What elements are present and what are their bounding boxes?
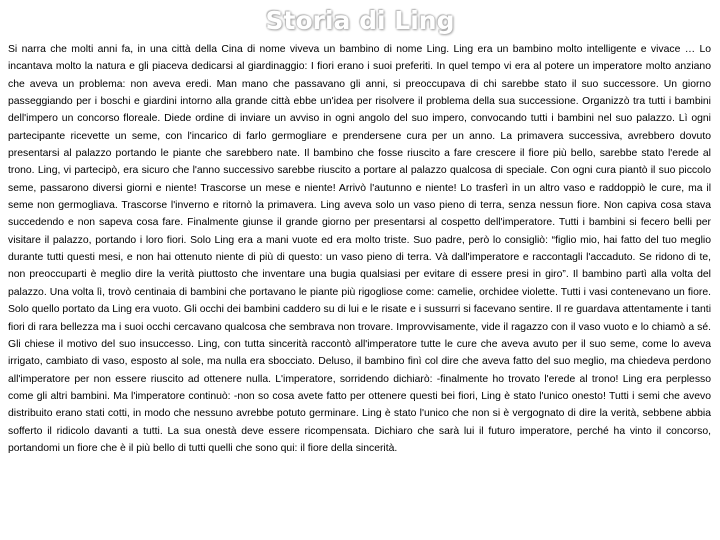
story-title: Storia di Ling (265, 6, 455, 35)
story-text: Si narra che molti anni fa, in una città della Cina di nome viveva un bambino di nome Ling. Ling era un bambino molto intelligente e vivace … Lo incantava molto la natura e gli piaceva dedicarsi al giardinaggio: I fiori erano i suoi preferiti. In quel tempo vi era al potere un imperatore molto anziano che aveva un problema: non aveva eredi. Man mano che passavano gli anni, si preoccupava di chi sarebbe stato il suo successore. Un giorno passeggiando per i boschi e giardini intorno alla grande città ebbe un'idea per risolvere il problema della sua successione. Organizzò tra tutti i bambini dell'impero un concorso floreale. Diede ordine di inviare un avviso in ogni angolo del suo impero, convocando tutti i bambini nel suo palazzo. Lì ogni partecipante ricevette un seme, con l'incarico di farlo germogliare e prendersene cura per un anno. La primavera successiva, avrebbero dovuto presentarsi al palazzo portando le piante che sarebbero nate. Il bambino che fosse riuscito a fare crescere il fiore più bello, sarebbe stato l'erede al trono. Ling, vi partecipò, era sicuro che l'anno successivo sarebbe riuscito a portare al palazzo qualcosa di speciale. Con ogni cura piantò il suo piccolo seme, passarono diversi giorni e niente! Trascorse un mese e niente! Arrivò l'autunno e niente! Lo trasferì in un altro vaso e raddoppiò le cure, ma il seme non germogliava. Trascorse l'inverno e ritornò la primavera. Ling aveva solo un vaso pieno di terra, senza nessun fiore. Non capiva cosa stava succedendo e non sapeva cosa fare. Finalmente giunse il grande giorno per presentarsi al cospetto dell'imperatore. Tutti i bambini si fecero belli per visitare il palazzo, portando i loro fiori. Solo Ling era a mani vuote ed era molto triste. Suo padre, però lo consigliò: “figlio mio, hai fatto del tuo meglio durante tutti questi mesi, e non hai ottenuto niente di più di questo: un vaso pieno di terra. Và dall'imperatore e raccontagli l'accaduto. Se ridono di te, non preoccuparti è meglio dire la verità piuttosto che inventare una bugia qualsiasi per evitare di essere presi in giro”. Il bambino partì alla volta del palazzo. Una volta lì, trovò centinaia di bambini che portavano le piante più rigogliose come: camelie, orchidee violette. Tutti i vasi contenevano un fiore. Solo quello portato da Ling era vuoto. Gli occhi dei bambini caddero su di lui e le risate e i sussurri si facevano sentire. Il re guardava attentamente i tanti fiori di rara bellezza ma i suoi occhi cercavano qualcosa che sembrava non trovare. Improvvisamente, vide il ragazzo con il vaso vuoto e lo chiamò a sé. Gli chiese il motivo del suo insuccesso. Ling, con tutta sincerità raccontò all'imperatore tutte le cure che aveva avuto per il suo seme, come lo aveva irrigato, cambiato di vaso, esposto al sole, ma nulla era sbocciato. Deluso, il bambino finì col dire che aveva fatto del suo meglio, ma chiedeva perdono all'imperatore per non essere riuscito ad ottenere nulla. L'imperatore, sorridendo dichiarò: -finalmente ho trovato l'erede al trono! Ling era perplesso come gli altri bambini. Ma l'imperatore continuò: -non so cosa avete fatto per ottenere questi bei fiori, Ling è stato l'unico onesto! Tutti i semi che avevo distribuito erano stati cotti, in modo che nessuno avrebbe potuto germinare. Ling è stato l'unico che non si è vergognato di dire la verità, sebbene abbia sofferto il ridicolo davanti a tutti. La sua onestà deve essere ricompensata. Dichiaro che sarà lui il futuro imperatore, perché ha vinto il concorso, portandomi un fiore che è il più bello di tutti quelli che sono qui: il fiore della sincerità. (8, 44, 711, 454)
